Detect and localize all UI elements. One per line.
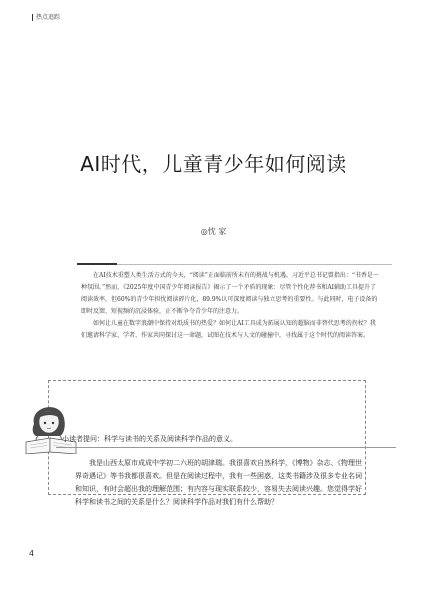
- girl-reading-book-illustration: [20, 396, 82, 454]
- book-left-page: [26, 438, 50, 454]
- reader-question-text: [75, 457, 367, 509]
- article-title: AI时代，儿童青少年如何阅读: [80, 152, 347, 176]
- prompt-underline: [56, 447, 396, 448]
- page-number: 4: [29, 549, 35, 558]
- author-byline: ◎忱 家: [200, 227, 227, 236]
- eye-left: [44, 422, 46, 424]
- intro-text: [81, 270, 381, 342]
- eye-right: [52, 422, 54, 424]
- section-label: 热点追踪: [36, 14, 61, 21]
- divider-accent: [77, 263, 117, 265]
- reader-question-prompt: 小读者提问：科学与读书的关系及阅读科学作品的意义。: [62, 435, 237, 443]
- section-tag: [32, 12, 60, 21]
- divider-rule: [117, 264, 392, 265]
- section-tag-bar: [32, 14, 33, 21]
- intro-paragraph-2: 如何让儿童在数字浪潮中保持对纸质书的热爱？如何让AI工具成为拓展认知的超脑而非替代思考的拐杖？我们邀请科学家、学者、作家共同探讨这一命题，试图在技术与人文的碰撞中，寻找属于这个时代的阅读答案。: [81, 320, 376, 339]
- intro-paragraph-1: 在AI技术重塑人类生活方式的今天，“阅读”正面临前所未有的挑战与机遇。习近平总书记曾指出：“书香是一种氛围。”然而，《2025年度中国青少年阅读报告》揭示了一个矛盾的现象：尽管个性化荐书和AI辅助工具提升了阅读效率，但60%的青少年担忧阅读碎片化，89.9%认可深度阅读与独立思考的重要性。与此同时，电子设备的即时反馈、短视频的沉浸体验，正不断争夺青少年的注意力。: [81, 272, 379, 315]
- reader-question-paragraph: 我是山西太原市成成中学初二六班的胡津瑞。我很喜欢自然科学，《博物》杂志、《物理世界奇遇记》等书我都很喜欢。但是在阅读过程中，我有一些困惑，这类书籍涉及很多专业名词和知识，有时会超出我的理解范围；有内容与现实联系较少，容易失去阅读兴趣。您觉得学好科学和读书之间的关系是什么？阅读科学作品对我们有什么帮助？: [75, 459, 362, 506]
